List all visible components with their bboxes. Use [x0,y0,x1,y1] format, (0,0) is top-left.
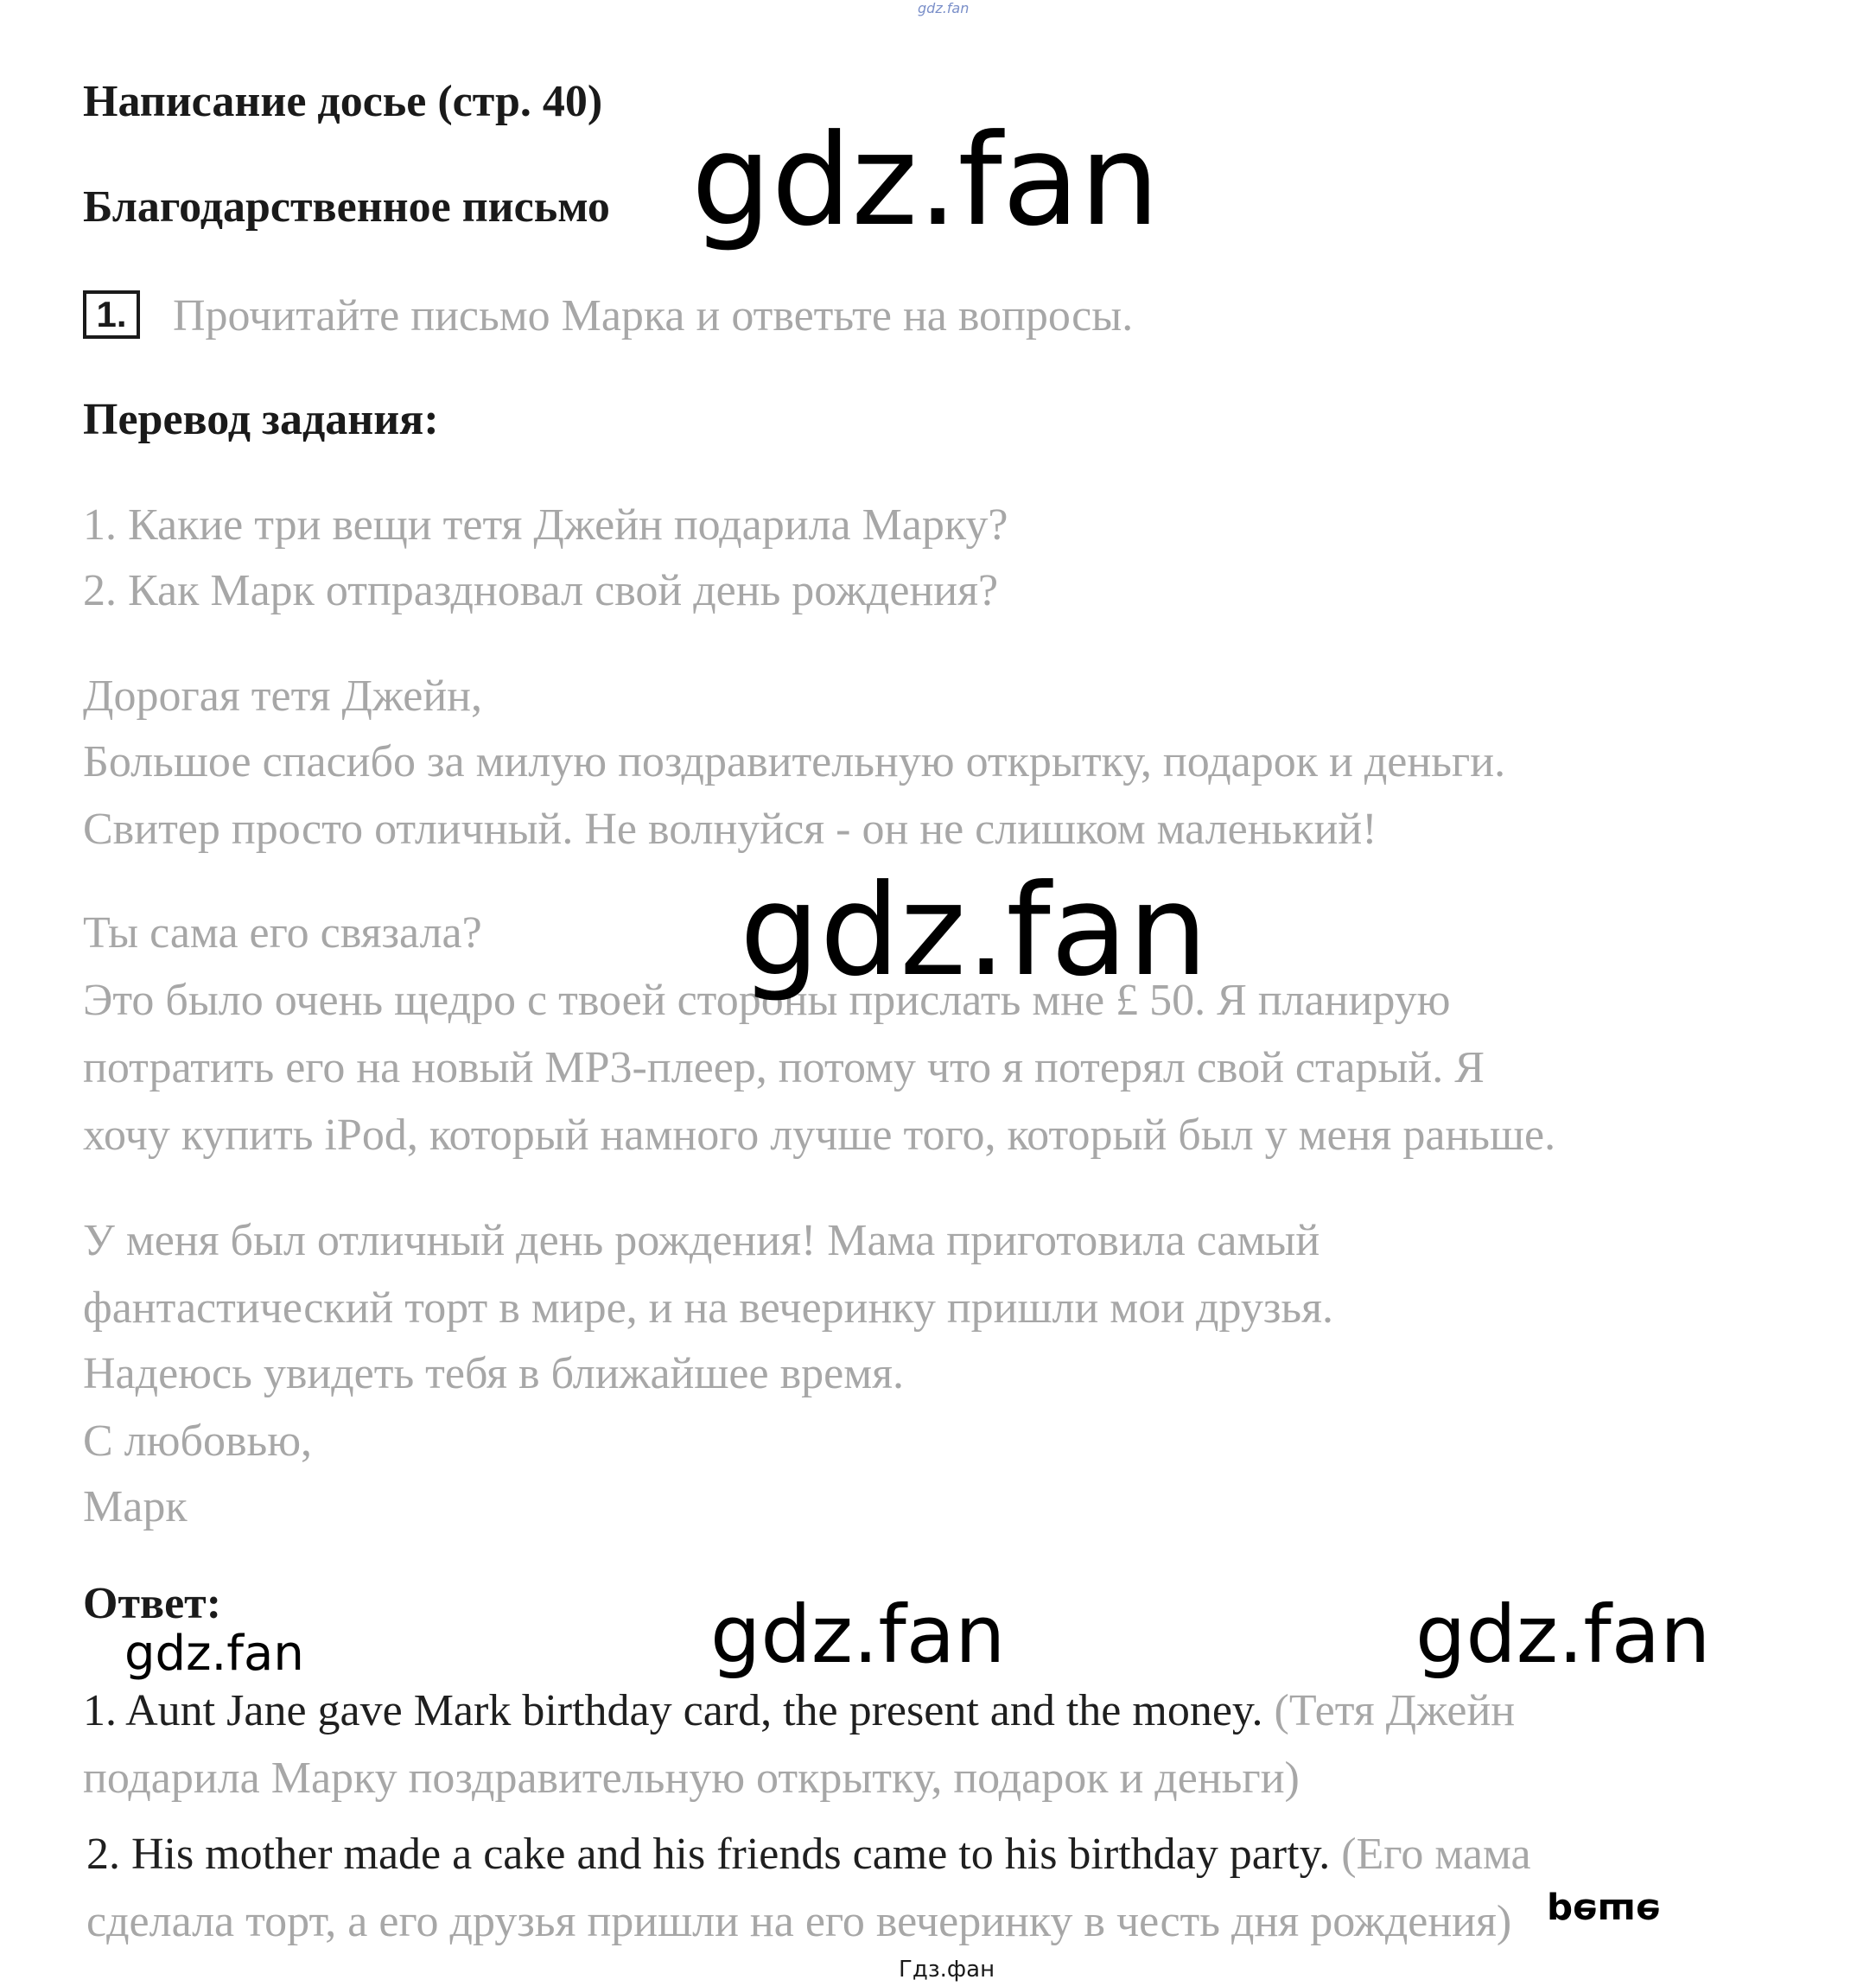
watermark-small: gdz.fan [124,1626,304,1682]
section-title: Написание досье (стр. 40) [83,77,603,126]
watermark-big-2: gdz.fan [740,857,1208,1004]
subsection-title: Благодарственное письмо [83,182,610,232]
question-1: 1. Какие три вещи тетя Джейн подарила Марку? [83,500,1008,550]
answer-2-english: 2. His mother made a cake and his friends came to his birthday party. [86,1830,1331,1879]
task-number-box: 1. [83,290,140,339]
task-instruction: Прочитайте письмо Марка и ответьте на вопросы. [173,291,1134,341]
corner-stamp: реше [1547,1891,1661,1933]
letter-p1-line-3: Свитер просто отличный. Не волнуйся - он не слишком маленький! [83,805,1377,854]
footer-text: Гдз.фан [899,1957,995,1983]
answer-2-translation-start: (Его мама [1341,1830,1531,1879]
answer-1-translation-end: подарила Марку поздравительную открытку, подарок и деньги) [83,1754,1300,1803]
answer-1-translation-start: (Тетя Джейн [1274,1686,1516,1735]
letter-p3-line-4: С любовью, [83,1416,313,1466]
letter-p1-line-2: Большое спасибо за милую поздравительную открытку, подарок и деньги. [83,737,1506,786]
answer-1-english: 1. Aunt Jane gave Mark birthday card, the present and the money. [83,1686,1263,1735]
translation-heading: Перевод задания: [83,395,439,444]
question-2: 2. Как Марк отпраздновал свой день рождения? [83,566,999,615]
letter-p1-line-1: Дорогая тетя Джейн, [83,672,483,721]
answer-2-line-1 [86,1829,1531,1880]
watermark-mid-2: gdz.fan [1415,1588,1711,1681]
letter-p3-line-5: Марк [83,1482,188,1531]
letter-p2-line-3: потратить его на новый MP3-плеер, потому что я потерял свой старый. Я [83,1043,1485,1092]
letter-p3-line-1: У меня был отличный день рождения! Мама приготовила самый [83,1216,1320,1265]
letter-p3-line-3: Надеюсь увидеть тебя в ближайшее время. [83,1349,905,1398]
watermark-mid-1: gdz.fan [710,1588,1006,1681]
letter-p2-line-4: хочу купить iPod, который намного лучше того, который был у меня раньше. [83,1111,1556,1160]
watermark-big-1: gdz.fan [691,107,1160,254]
letter-p3-line-2: фантастический торт в мире, и на вечеринку пришли мои друзья. [83,1283,1333,1333]
answer-1-line-1 [83,1685,1515,1736]
letter-p2-line-2: Это было очень щедро с твоей стороны прислать мне £ 50. Я планирую [83,976,1451,1025]
answer-heading: Ответ: [83,1579,222,1628]
top-watermark: gdz.fan [918,0,970,16]
answer-2-translation-end: сделала торт, а его друзья пришли на его вечеринку в честь дня рождения) [86,1897,1512,1946]
letter-p2-line-1: Ты сама его связала? [83,908,482,958]
